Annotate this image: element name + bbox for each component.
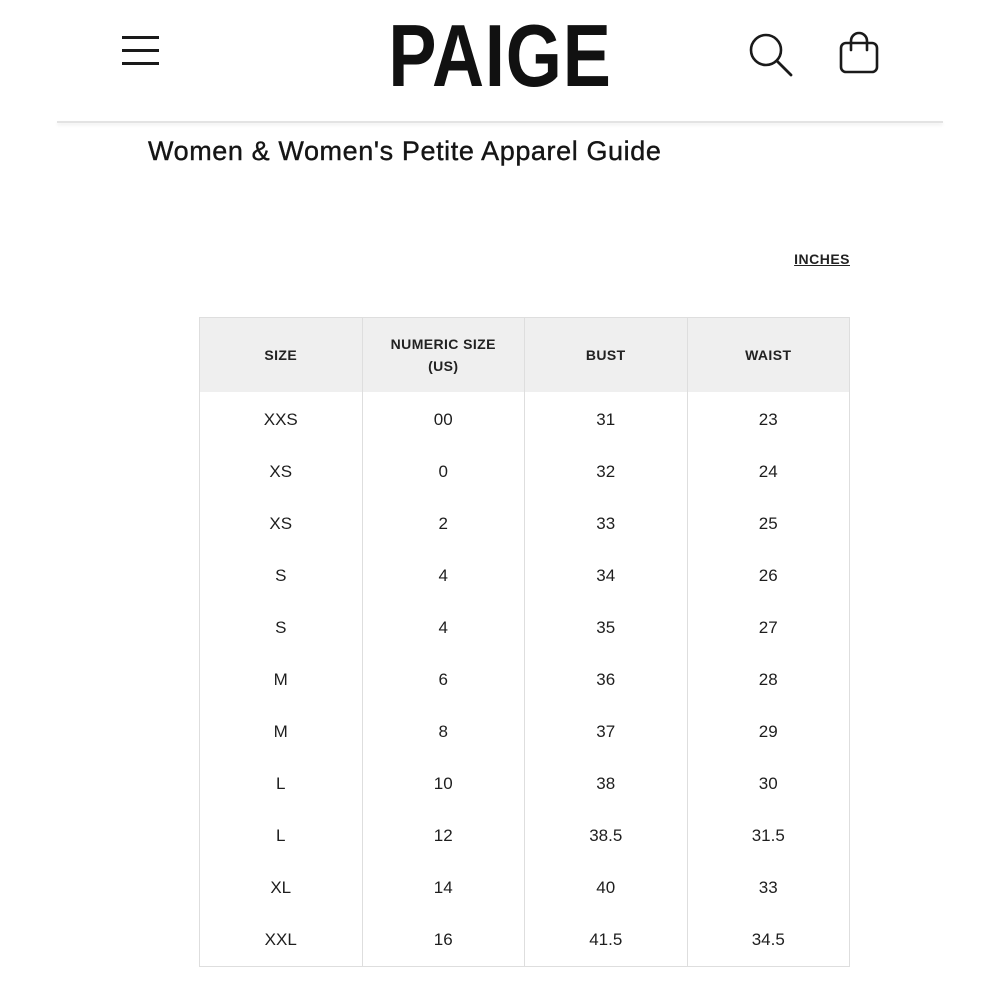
numeric-size-cell: 6 — [362, 654, 525, 706]
bust-cell: 37 — [525, 706, 688, 758]
waist-cell: 23 — [758, 410, 778, 429]
table-row — [200, 862, 850, 914]
table-row — [200, 706, 850, 758]
numeric-size-cell: 0 — [362, 446, 525, 498]
size-cell: M — [200, 654, 363, 706]
table-row — [200, 758, 850, 810]
bust-cell: 36 — [525, 654, 688, 706]
size-cell: M — [200, 706, 363, 758]
column-header-size: SIZE — [200, 318, 363, 393]
size-cell: S — [200, 602, 363, 654]
size-cell: XS — [200, 498, 363, 550]
numeric-size-cell: 4 — [362, 550, 525, 602]
table-row — [200, 654, 850, 706]
table-header-row — [200, 318, 850, 393]
waist-cell: 30 — [758, 774, 778, 793]
site-header — [0, 0, 1000, 122]
waist-cell: 27 — [758, 618, 778, 637]
waist-cell: 29 — [758, 722, 778, 741]
size-cell: XL — [200, 862, 363, 914]
bust-cell: 38 — [525, 758, 688, 810]
bust-cell: 38.5 — [525, 810, 688, 862]
numeric-size-cell: 00 — [362, 392, 525, 446]
waist-cell: 26 — [758, 566, 778, 585]
waist-cell: 24 — [758, 462, 778, 481]
waist-cell: 34.5 — [751, 930, 785, 949]
table-row — [200, 914, 850, 967]
bust-cell: 31 — [525, 392, 688, 446]
size-cell: S — [200, 550, 363, 602]
size-cell: XS — [200, 446, 363, 498]
size-cell: L — [200, 810, 363, 862]
column-header-bust: BUST — [525, 318, 688, 393]
shopping-bag-icon[interactable] — [836, 30, 882, 76]
page-title: Women & Women's Petite Apparel Guide — [148, 136, 662, 166]
waist-cell: 25 — [758, 514, 778, 533]
bust-cell: 35 — [525, 602, 688, 654]
numeric-size-cell: 12 — [362, 810, 525, 862]
numeric-size-cell: 8 — [362, 706, 525, 758]
waist-cell: 31.5 — [751, 826, 785, 845]
units-toggle-link[interactable]: INCHES — [794, 251, 850, 267]
bust-cell: 40 — [525, 862, 688, 914]
waist-cell: 28 — [758, 670, 778, 689]
size-cell: XXL — [200, 914, 363, 967]
size-chart-body — [200, 392, 850, 967]
header-divider — [57, 121, 943, 123]
numeric-size-cell: 2 — [362, 498, 525, 550]
table-row — [200, 498, 850, 550]
column-header-numeric-size — [362, 318, 525, 393]
brand-logo[interactable]: PAIGE — [388, 6, 612, 105]
table-row — [200, 446, 850, 498]
size-chart-table — [199, 317, 850, 967]
table-row — [200, 810, 850, 862]
bust-cell: 32 — [525, 446, 688, 498]
column-header-waist: WAIST — [687, 318, 850, 393]
numeric-size-cell: 4 — [362, 602, 525, 654]
table-row — [200, 602, 850, 654]
waist-cell: 33 — [758, 878, 778, 897]
numeric-size-cell: 10 — [362, 758, 525, 810]
size-cell: XXS — [200, 392, 363, 446]
size-cell: L — [200, 758, 363, 810]
bust-cell: 41.5 — [525, 914, 688, 967]
bust-cell: 34 — [525, 550, 688, 602]
search-icon[interactable] — [746, 30, 796, 80]
table-row — [200, 392, 850, 446]
numeric-size-cell: 14 — [362, 862, 525, 914]
column-header-numeric-size-text: NUMERIC SIZE (US) — [390, 336, 496, 374]
table-row — [200, 550, 850, 602]
numeric-size-cell: 16 — [362, 914, 525, 967]
bust-cell: 33 — [525, 498, 688, 550]
